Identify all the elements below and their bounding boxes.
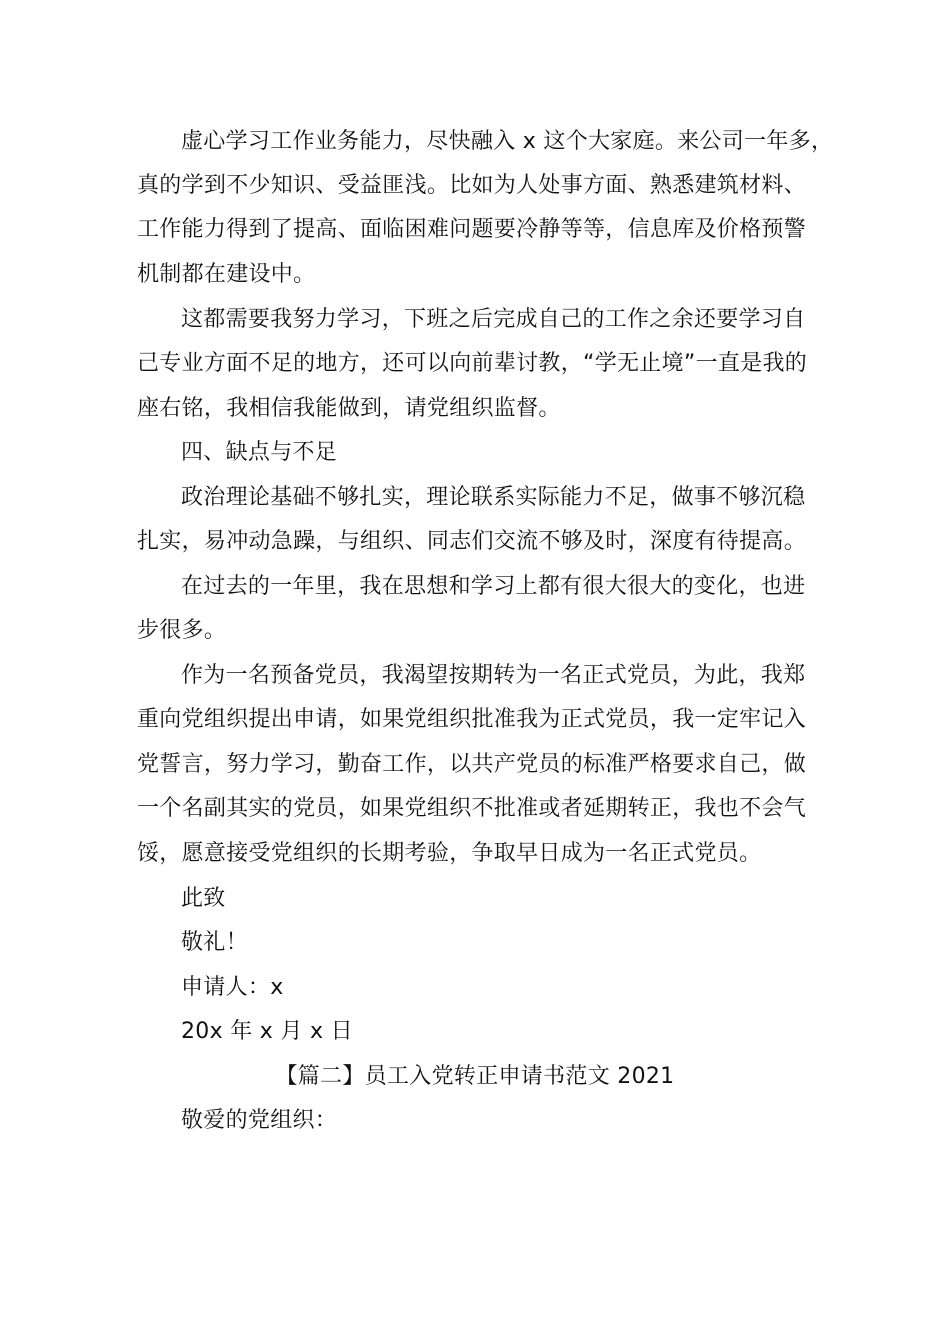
section-title: 【篇二】员工入党转正申请书范文 2021 — [275, 1064, 675, 1089]
greeting: 敬爱的党组织： — [181, 1108, 338, 1133]
closing-regards: 敬礼！ — [181, 930, 248, 955]
paragraph-line: 扎实，易冲动急躁，与组织、同志们交流不够及时，深度有待提高。 — [137, 529, 807, 554]
closing-salutation: 此致 — [181, 886, 226, 911]
paragraph-line: 这都需要我努力学习，下班之后完成自己的工作之余还要学习自 — [181, 307, 806, 332]
paragraph-line: 在过去的一年里，我在思想和学习上都有很大很大的变化，也进 — [181, 574, 806, 599]
section-heading: 四、缺点与不足 — [181, 440, 338, 465]
paragraph-line: 作为一名预备党员，我渴望按期转为一名正式党员，为此，我郑 — [181, 663, 806, 688]
paragraph-line: 己专业方面不足的地方，还可以向前辈讨教，“学无止境”一直是我的 — [137, 351, 808, 376]
paragraph-line: 重向党组织提出申请，如果党组织批准我为正式党员，我一定牢记入 — [137, 707, 807, 732]
paragraph-line: 步很多。 — [137, 618, 227, 643]
paragraph-line: 政治理论基础不够扎实，理论联系实际能力不足，做事不够沉稳 — [181, 485, 806, 510]
applicant-signature: 申请人：x — [181, 975, 284, 1000]
paragraph-line: 一个名副其实的党员，如果党组织不批准或者延期转正，我也不会气 — [137, 796, 807, 821]
paragraph-line: 工作能力得到了提高、面临困难问题要冷静等等，信息库及价格预警 — [137, 217, 807, 242]
paragraph-line: 虚心学习工作业务能力，尽快融入 x 这个大家庭。来公司一年多， — [181, 129, 834, 154]
paragraph-line: 馁，愿意接受党组织的长期考验，争取早日成为一名正式党员。 — [137, 841, 762, 866]
signature-date: 20x 年 x 月 x 日 — [181, 1019, 353, 1044]
paragraph-line: 座右铭，我相信我能做到，请党组织监督。 — [137, 396, 561, 421]
paragraph-line: 机制都在建设中。 — [137, 262, 316, 287]
paragraph-line: 真的学到不少知识、受益匪浅。比如为人处事方面、熟悉建筑材料、 — [137, 173, 807, 198]
paragraph-line: 党誓言，努力学习，勤奋工作，以共产党员的标准严格要求自己，做 — [137, 752, 807, 777]
